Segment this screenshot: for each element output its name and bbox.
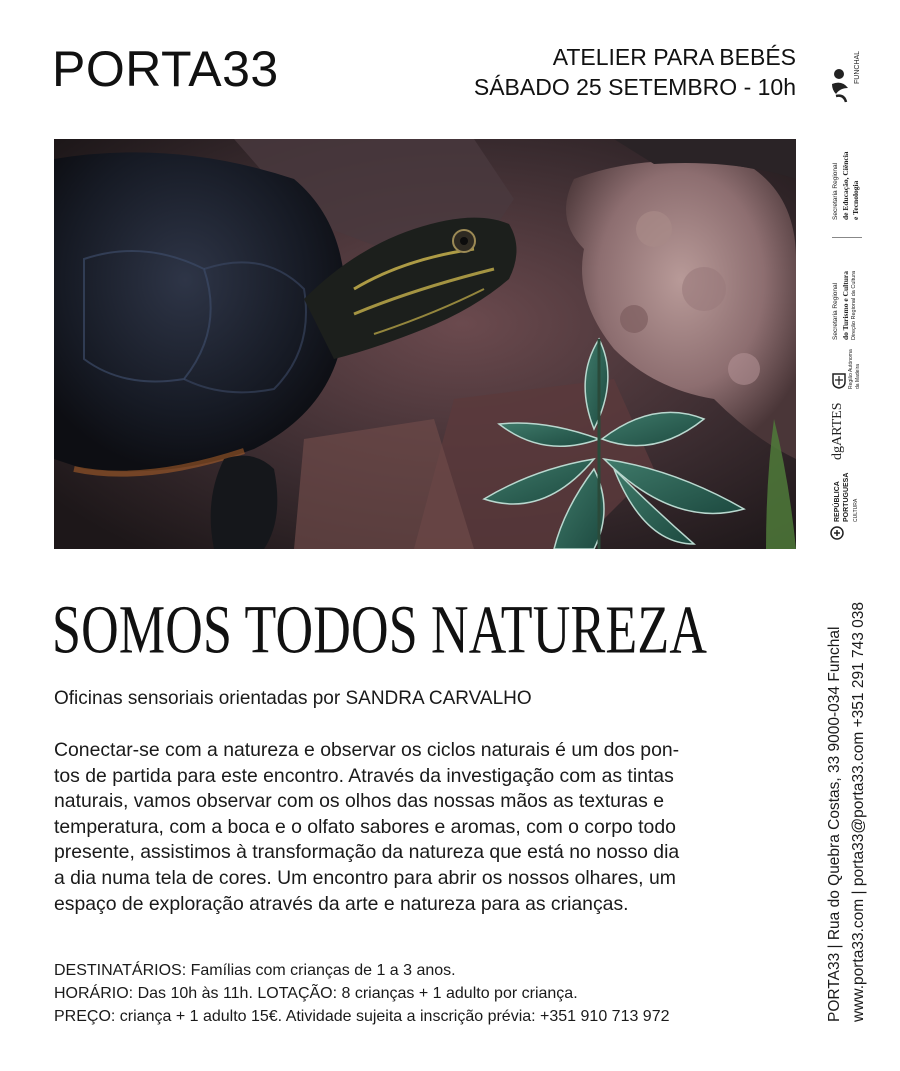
event-details (54, 959, 814, 1028)
subtitle: Oficinas sensoriais orientadas por SANDRA CARVALHO (54, 688, 532, 709)
details-schedule: HORÁRIO: Das 10h às 11h. LOTAÇÃO: 8 crianças + 1 adulto por criança. (54, 985, 578, 1002)
body-line: presente, assistimos à transformação da natureza que está no nosso dia (54, 841, 680, 864)
republica-portuguesa-logo: REPÚBLICA PORTUGUESA CULTURA (820, 470, 870, 545)
event-date: SÁBADO 25 SETEMBRO - 10h (473, 74, 796, 100)
contact-address: PORTA33 | Rua do Quebra Costas, 33 9000-034 Funchal (826, 626, 843, 1022)
funchal-logo (820, 40, 870, 110)
body-line: Conectar-se com a natureza e observar os ciclos naturais é um dos pon- (54, 739, 680, 761)
brand-logo: PORTA33 (52, 41, 279, 97)
body-line: naturais, vamos observar com os olhos das nossas mãos as texturas e (54, 790, 665, 813)
logo-divider (832, 237, 862, 238)
sre-logo: Secretaria Regional de Educação, Ciência e Tecnologia (832, 151, 860, 220)
madeira-shield-icon (832, 373, 846, 389)
funchal-emblem-icon (828, 66, 854, 106)
body-line: temperatura, com a boca e o olfato sabores e aromas, com o corpo todo (54, 815, 676, 838)
turtle-photo (54, 139, 796, 549)
body-paragraph (54, 738, 799, 917)
srtc-logo: Secretaria Regional do Turismo e Cultura Direção Regional da Cultura (832, 270, 857, 340)
contact-info (826, 556, 890, 1026)
page-title: SOMOS TODOS NATUREZA (52, 592, 708, 669)
event-type: ATELIER PARA BEBÉS (552, 44, 796, 70)
madeira-logo: Região Autónoma da Madeira (820, 345, 870, 395)
funchal-label: FUNCHAL (854, 50, 861, 84)
contact-web-email-phone: www.porta33.com | porta33@porta33.com +351 291 743 038 (850, 601, 867, 1022)
body-line: a dia numa tela de cores. Um encontro para abrir os nossos olhares, um (54, 866, 676, 889)
turtle-photo-illustration (54, 139, 796, 549)
body-line: espaço de exploração através da arte e natureza para as crianças. (54, 892, 629, 915)
details-audience: DESTINATÁRIOS: Famílias com crianças de 1 a 3 anos. (54, 962, 456, 979)
sponsor-logos (820, 40, 870, 540)
republica-emblem-icon (830, 526, 844, 540)
details-price: PREÇO: criança + 1 adulto 15€. Atividade sujeita a inscrição prévia: +351 910 713 972 (54, 1008, 670, 1025)
dgartes-logo: dgARTES (830, 402, 845, 460)
body-line: tos de partida para este encontro. Através da investigação com as tintas (54, 764, 674, 787)
event-info (474, 42, 796, 102)
